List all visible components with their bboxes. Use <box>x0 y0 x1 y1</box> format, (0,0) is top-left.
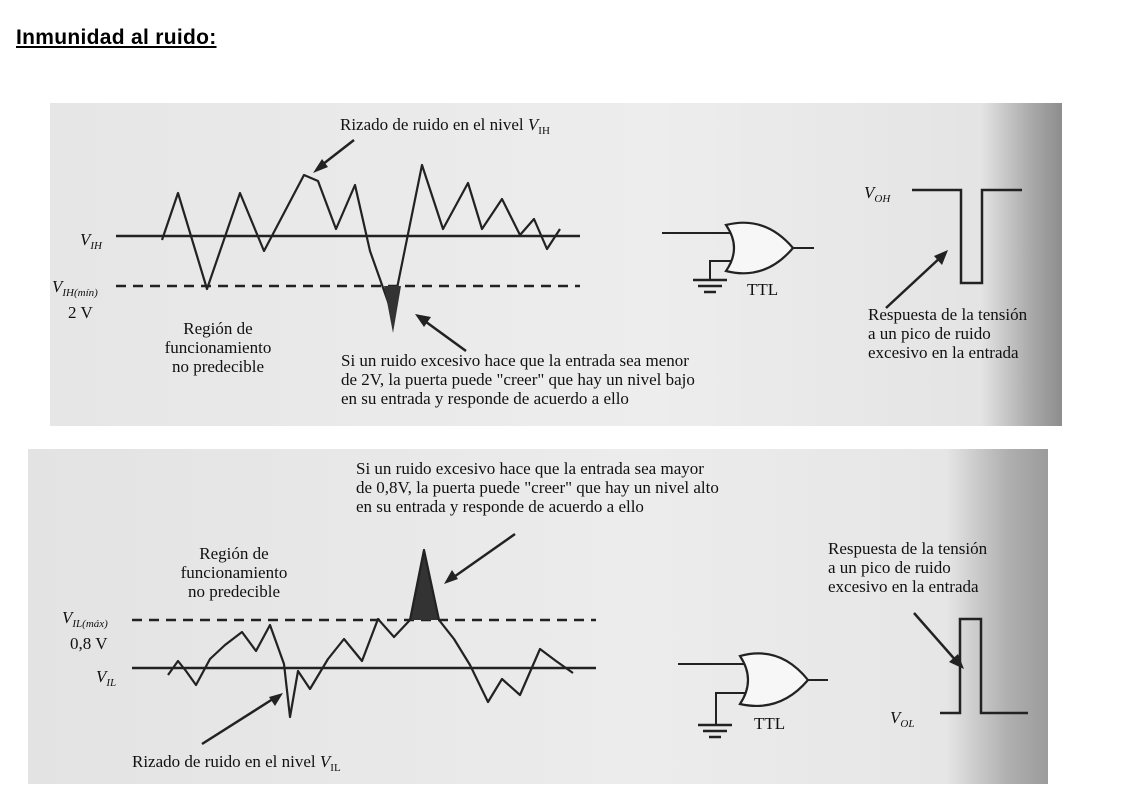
vih-min-value: 2 V <box>68 303 93 322</box>
vil-noise-figure <box>28 449 1048 784</box>
vih-noise-waveform <box>162 165 560 313</box>
vol-label: $V_{OL}$ <box>890 708 915 730</box>
vih-excess-note: Si un ruido excesivo hace que la entrada sea menor de 2V, la puerta puede "creer" que hay un nivel bajo en su entrada y responde de acuerdo a ello <box>341 351 695 408</box>
vol-response-waveform <box>940 619 1028 713</box>
vih-region-text: Región de funcionamiento no predecible <box>164 319 272 376</box>
vil-axis-label: $V_{IL}$ <box>96 667 117 689</box>
vil-ripple-label: Rizado de ruido en el nivel $V_{IL}$ <box>132 752 341 774</box>
vil-max-axis-label: $V_{IL(máx)}$ <box>62 608 108 630</box>
response-arrow <box>886 256 942 308</box>
vih-undershoot-region <box>384 286 401 333</box>
vil-overshoot-region <box>410 550 439 620</box>
page-title: Inmunidad al ruido: <box>16 26 217 49</box>
vih-min-axis-label: $V_{IH(mín)}$ <box>52 277 98 299</box>
or-gate-icon <box>726 223 793 274</box>
vil-excess-note: Si un ruido excesivo hace que la entrada sea mayor de 0,8V, la puerta puede "creer" que hay un nivel alto en su entrada y responde de acuerdo a ello <box>356 459 719 516</box>
or-gate-icon <box>740 653 808 706</box>
voh-response-text: Respuesta de la tensión a un pico de ruido excesivo en la entrada <box>868 305 1028 362</box>
vih-axis-label: $V_{IH}$ <box>80 230 102 252</box>
gate-ttl-label: TTL <box>747 280 779 299</box>
vih-noise-figure <box>50 103 1062 426</box>
vih-ripple-label: Rizado de ruido en el nivel $V_{IH}$ <box>340 115 550 137</box>
voh-label: $V_{OH}$ <box>864 183 891 205</box>
vil-max-value: 0,8 V <box>70 634 108 653</box>
response-arrow <box>914 613 958 663</box>
vil-region-text: Región de funcionamiento no predecible <box>180 544 288 601</box>
excess-arrow <box>451 534 515 579</box>
gate-ttl-label: TTL <box>754 714 786 733</box>
vol-response-text: Respuesta de la tensión a un pico de ruido excesivo en la entrada <box>828 539 988 596</box>
ripple-arrow <box>202 697 276 744</box>
excess-arrow <box>422 319 466 351</box>
